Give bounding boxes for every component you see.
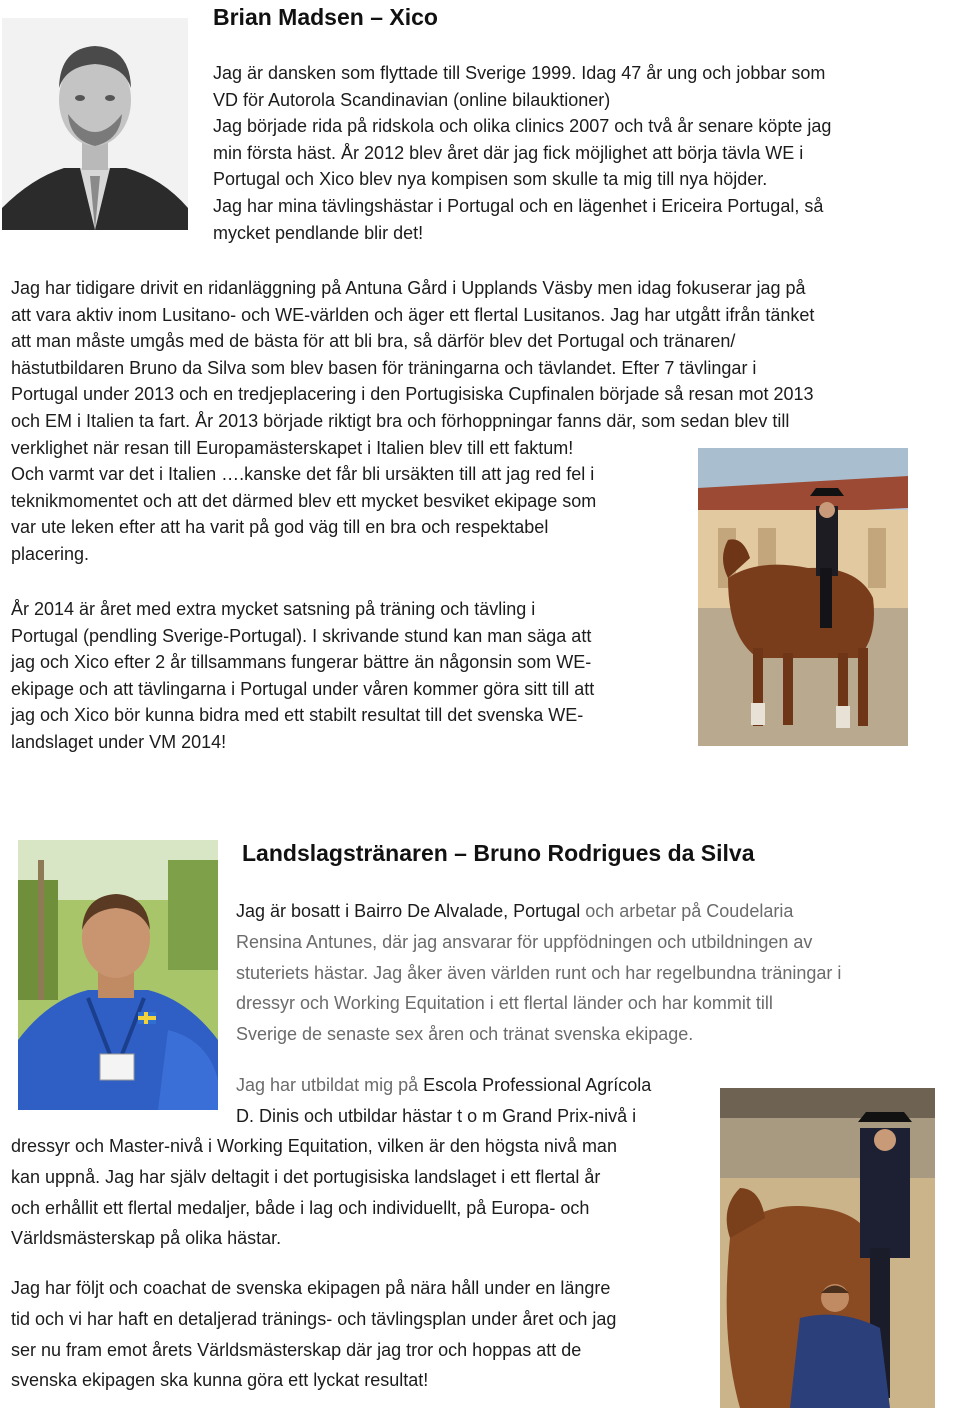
text-line: Jag har tidigare drivit en ridanläggning på Antuna Gård i Upplands Väsby men idag fokuserar jag på <box>11 278 806 298</box>
text-line: och erhållit ett flertal medaljer, både i lag och individuellt, på Europa- och <box>11 1197 590 1218</box>
text-line: landslaget under VM 2014! <box>11 731 227 752</box>
text-line: Portugal och Xico blev nya kompisen som skulle ta mig till nya höjder. <box>213 169 768 190</box>
text-line: Jag är dansken som flyttade till Sverige 1999. Idag 47 år ung och jobbar som <box>213 63 826 83</box>
text-gray: Jag har utbildat mig på <box>236 1075 424 1095</box>
text-line: År 2014 är året med extra mycket satsning på träning och tävling i <box>11 599 536 619</box>
text-line <box>236 896 956 927</box>
text-line: jag och Xico bör kunna bidra med ett stabilt resultat till det svenska WE- <box>11 705 584 726</box>
brian-intro <box>213 60 953 246</box>
text-line: D. Dinis och utbildar hästar t o m Grand Prix-nivå i <box>236 1105 637 1126</box>
trainer-with-horse-photo <box>720 1088 935 1408</box>
text-dark: Jag är bosatt i Bairro De Alvalade, Portugal <box>236 901 581 921</box>
text-line: Och varmt var det i Italien ….kanske det får bli ursäkten till att jag red fel i <box>11 464 595 485</box>
brian-paragraph-3 <box>11 596 691 756</box>
text-line: kan uppnå. Jag har själv deltagit i det portugisiska landslaget i ett flertal år <box>11 1166 601 1187</box>
text-line: Sverige de senaste sex åren och tränat svenska ekipage. <box>236 1024 694 1045</box>
text-line: Portugal under 2013 och en tredjeplacering i den Portugisiska Cupfinalen började så resan mot 2013 <box>11 384 814 405</box>
text-line: jag och Xico efter 2 år tillsammans fungerar bättre än någonsin som WE- <box>11 652 592 673</box>
text-line: var ute leken efter att ha varit på god väg till en bra och respektabel <box>11 517 549 538</box>
text-dark: Escola Professional Agrícola <box>423 1075 652 1095</box>
text-line: ekipage och att tävlingarna i Portugal under våren kommer göra sitt till att <box>11 678 595 699</box>
text-line: stuteriets hästar. Jag åker även världen runt och har regelbundna träningar i <box>236 962 842 983</box>
text-line: Jag har mina tävlingshästar i Portugal och en lägenhet i Ericeira Portugal, så <box>213 195 824 216</box>
text-line: verklighet när resan till Europamästerskapet i Italien blev till ett faktum! <box>11 437 574 458</box>
bruno-closing <box>11 1273 711 1396</box>
text-line: Världsmästerskap på olika hästar. <box>11 1228 282 1249</box>
xico-horse-rider-photo <box>698 448 908 746</box>
bruno-portrait-photo <box>18 840 218 1110</box>
text-line: min första häst. År 2012 blev året där jag fick möjlighet att börja tävla WE i <box>213 142 804 163</box>
bruno-title: Landslagstränaren – Bruno Rodrigues da Silva <box>242 840 755 866</box>
text-line: att man måste umgås med de bästa för att bli bra, så därför blev det Portugal och tränaren/ <box>11 331 736 352</box>
text-line: svenska ekipagen ska kunna göra ett lyckat resultat! <box>11 1370 429 1391</box>
text-line: att vara aktiv inom Lusitano- och WE-världen och äger ett flertal Lusitanos. Jag har utgått ifrån tänket <box>11 304 815 325</box>
text-line: och EM i Italien ta fart. År 2013 började riktigt bra och förhoppningar fanns där, som sedan blev till <box>11 410 790 431</box>
brian-portrait-photo <box>2 18 188 230</box>
brian-title: Brian Madsen – Xico <box>213 4 438 30</box>
text-line: VD för Autorola Scandinavian (online bilauktioner) <box>213 89 611 110</box>
text-line: dressyr och Master-nivå i Working Equitation, vilken är den högsta nivå man <box>11 1136 617 1156</box>
text-line: hästutbildaren Bruno da Silva som blev basen för träningarna och tävlandet. Efter 7 tävlingar i <box>11 357 757 378</box>
text-line: Jag började rida på ridskola och olika clinics 2007 och två år senare köpte jag <box>213 116 832 137</box>
text-line: dressyr och Working Equitation i ett flertal länder och har kommit till <box>236 993 773 1014</box>
text-line: tid och vi har haft en detaljerad tränings- och tävlingsplan under året och jag <box>11 1308 617 1329</box>
text-line: mycket pendlande blir det! <box>213 222 424 243</box>
text-line: ser nu fram emot årets Världsmästerskap där jag tror och hoppas att de <box>11 1339 582 1360</box>
text-line: Portugal (pendling Sverige-Portugal). I skrivande stund kan man säga att <box>11 625 592 646</box>
text-gray: och arbetar på Coudelaria <box>580 901 794 921</box>
text-line: teknikmomentet och att det därmed blev ett mycket besviket ekipage som <box>11 490 597 511</box>
text-line <box>236 1070 706 1101</box>
bruno-education-continued <box>11 1131 711 1254</box>
text-line: Jag har följt och coachat de svenska ekipagen på nära håll under en längre <box>11 1278 611 1298</box>
bruno-intro <box>236 896 956 1050</box>
text-line: Rensina Antunes, där jag ansvarar för uppfödningen och utbildningen av <box>236 931 813 952</box>
text-line: placering. <box>11 543 90 564</box>
bruno-education <box>236 1070 706 1132</box>
